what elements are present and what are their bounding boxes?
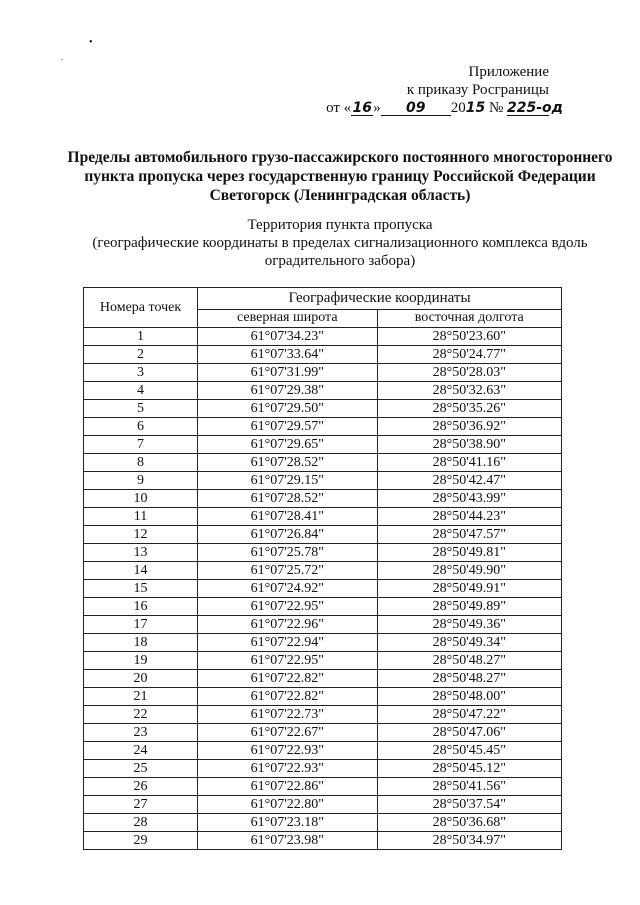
point-number: 10: [84, 490, 198, 508]
number-label: №: [488, 100, 504, 116]
point-number: 1: [84, 328, 198, 346]
latitude-cell: 61°07'33.64": [198, 346, 378, 364]
table-row: [84, 580, 562, 598]
appendix-order-ref: к приказу Росграницы: [406, 82, 549, 98]
table-row: [84, 526, 562, 544]
longitude-cell: 28°50'41.56": [377, 778, 561, 796]
longitude-cell: 28°50'45.12": [377, 760, 561, 778]
date-prefix: от «: [326, 100, 352, 116]
point-number: 2: [84, 346, 198, 364]
longitude-cell: 28°50'38.90": [377, 436, 561, 454]
longitude-cell: 28°50'43.99": [377, 490, 561, 508]
table-row: [84, 436, 562, 454]
longitude-cell: 28°50'28.03": [377, 364, 561, 382]
latitude-cell: 61°07'22.94": [198, 634, 378, 652]
latitude-cell: 61°07'22.96": [198, 616, 378, 634]
table-row: [84, 472, 562, 490]
latitude-cell: 61°07'22.95": [198, 652, 378, 670]
date-mid: »: [373, 100, 381, 116]
point-number: 9: [84, 472, 198, 490]
longitude-cell: 28°50'44.23": [377, 508, 561, 526]
table-row: [84, 382, 562, 400]
document-subtitle: [80, 216, 600, 270]
longitude-cell: 28°50'45.45": [377, 742, 561, 760]
table-row: [84, 616, 562, 634]
point-number: 19: [84, 652, 198, 670]
longitude-cell: 28°50'49.91": [377, 580, 561, 598]
date-day: 16: [352, 100, 372, 116]
year-suffix: 15: [465, 100, 486, 116]
longitude-cell: 28°50'34.97": [377, 832, 561, 850]
latitude-cell: 61°07'23.18": [198, 814, 378, 832]
point-number: 13: [84, 544, 198, 562]
document-title: Пределы автомобильного грузо-пассажирского постоянного многостороннего пункта пропуска через государственную границу Российской Федерации Светогорск (Ленинградская область): [67, 149, 613, 204]
longitude-cell: 28°50'35.26": [377, 400, 561, 418]
table-row: [84, 328, 562, 346]
point-number: 6: [84, 418, 198, 436]
subtitle-line-1: Территория пункта пропуска: [247, 217, 433, 233]
latitude-cell: 61°07'23.98": [198, 832, 378, 850]
latitude-cell: 61°07'22.82": [198, 670, 378, 688]
table-row: [84, 400, 562, 418]
table-row: [84, 418, 562, 436]
latitude-cell: 61°07'29.15": [198, 472, 378, 490]
longitude-cell: 28°50'49.34": [377, 634, 561, 652]
point-number: 20: [84, 670, 198, 688]
point-number: 11: [84, 508, 198, 526]
point-number: 16: [84, 598, 198, 616]
point-number: 8: [84, 454, 198, 472]
table-row: [84, 454, 562, 472]
point-number: 4: [84, 382, 198, 400]
latitude-cell: 61°07'29.50": [198, 400, 378, 418]
longitude-cell: 28°50'48.27": [377, 652, 561, 670]
header-lat: северная широта: [198, 309, 378, 327]
point-number: 25: [84, 760, 198, 778]
table-row: [84, 796, 562, 814]
table-row: [84, 598, 562, 616]
longitude-cell: 28°50'36.68": [377, 814, 561, 832]
longitude-cell: 28°50'36.92": [377, 418, 561, 436]
table-header-row: [84, 288, 562, 310]
point-number: 15: [84, 580, 198, 598]
longitude-cell: 28°50'49.90": [377, 562, 561, 580]
header-points: Номера точек: [84, 288, 198, 328]
longitude-cell: 28°50'49.81": [377, 544, 561, 562]
longitude-cell: 28°50'42.47": [377, 472, 561, 490]
latitude-cell: 61°07'24.92": [198, 580, 378, 598]
latitude-cell: 61°07'22.86": [198, 778, 378, 796]
latitude-cell: 61°07'29.38": [198, 382, 378, 400]
latitude-cell: 61°07'22.95": [198, 598, 378, 616]
table-row: [84, 742, 562, 760]
table-row: [84, 346, 562, 364]
point-number: 29: [84, 832, 198, 850]
table-row: [84, 688, 562, 706]
latitude-cell: 61°07'22.93": [198, 742, 378, 760]
date-month: 09: [381, 101, 451, 116]
longitude-cell: 28°50'49.36": [377, 616, 561, 634]
longitude-cell: 28°50'32.63": [377, 382, 561, 400]
point-number: 18: [84, 634, 198, 652]
latitude-cell: 61°07'25.78": [198, 544, 378, 562]
table-body: [84, 328, 562, 850]
table-row: [84, 724, 562, 742]
latitude-cell: 61°07'22.73": [198, 706, 378, 724]
point-number: 28: [84, 814, 198, 832]
latitude-cell: 61°07'25.72": [198, 562, 378, 580]
latitude-cell: 61°07'29.57": [198, 418, 378, 436]
table-row: [84, 634, 562, 652]
point-number: 27: [84, 796, 198, 814]
point-number: 24: [84, 742, 198, 760]
appendix-date-line: [326, 99, 563, 117]
latitude-cell: 61°07'34.23": [198, 328, 378, 346]
longitude-cell: 28°50'37.54": [377, 796, 561, 814]
table-row: [84, 832, 562, 850]
latitude-cell: 61°07'26.84": [198, 526, 378, 544]
appendix-block: [326, 63, 563, 117]
point-number: 21: [84, 688, 198, 706]
dot-mark: .: [61, 53, 63, 62]
table-row: [84, 490, 562, 508]
longitude-cell: 28°50'48.27": [377, 670, 561, 688]
longitude-cell: 28°50'47.06": [377, 724, 561, 742]
table-row: [84, 364, 562, 382]
table-row: [84, 760, 562, 778]
longitude-cell: 28°50'41.16": [377, 454, 561, 472]
table-row: [84, 544, 562, 562]
longitude-cell: 28°50'24.77": [377, 346, 561, 364]
subtitle-line-2: (географические координаты в пределах сигнализационного комплекса вдоль оградительного забора): [92, 235, 588, 269]
point-number: 26: [84, 778, 198, 796]
longitude-cell: 28°50'49.89": [377, 598, 561, 616]
point-number: 23: [84, 724, 198, 742]
header-lon: восточная долгота: [377, 309, 561, 327]
table-row: [84, 778, 562, 796]
longitude-cell: 28°50'23.60": [377, 328, 561, 346]
order-number: 225-од: [507, 100, 563, 116]
appendix-title: Приложение: [468, 64, 549, 80]
table-row: [84, 706, 562, 724]
point-number: 22: [84, 706, 198, 724]
point-number: 12: [84, 526, 198, 544]
latitude-cell: 61°07'29.65": [198, 436, 378, 454]
point-number: 3: [84, 364, 198, 382]
longitude-cell: 28°50'47.22": [377, 706, 561, 724]
table-row: [84, 670, 562, 688]
table-row: [84, 814, 562, 832]
latitude-cell: 61°07'28.52": [198, 454, 378, 472]
longitude-cell: 28°50'47.57": [377, 526, 561, 544]
latitude-cell: 61°07'22.93": [198, 760, 378, 778]
latitude-cell: 61°07'31.99": [198, 364, 378, 382]
table-row: [84, 652, 562, 670]
latitude-cell: 61°07'22.67": [198, 724, 378, 742]
bullet-mark: •: [89, 37, 93, 48]
point-number: 14: [84, 562, 198, 580]
latitude-cell: 61°07'28.52": [198, 490, 378, 508]
coordinates-table: [83, 287, 562, 850]
latitude-cell: 61°07'22.82": [198, 688, 378, 706]
point-number: 5: [84, 400, 198, 418]
point-number: 17: [84, 616, 198, 634]
year-prefix: 20: [450, 100, 466, 116]
point-number: 7: [84, 436, 198, 454]
latitude-cell: 61°07'28.41": [198, 508, 378, 526]
header-coords: Географические координаты: [198, 288, 562, 310]
table-row: [84, 508, 562, 526]
longitude-cell: 28°50'48.00": [377, 688, 561, 706]
latitude-cell: 61°07'22.80": [198, 796, 378, 814]
table-row: [84, 562, 562, 580]
